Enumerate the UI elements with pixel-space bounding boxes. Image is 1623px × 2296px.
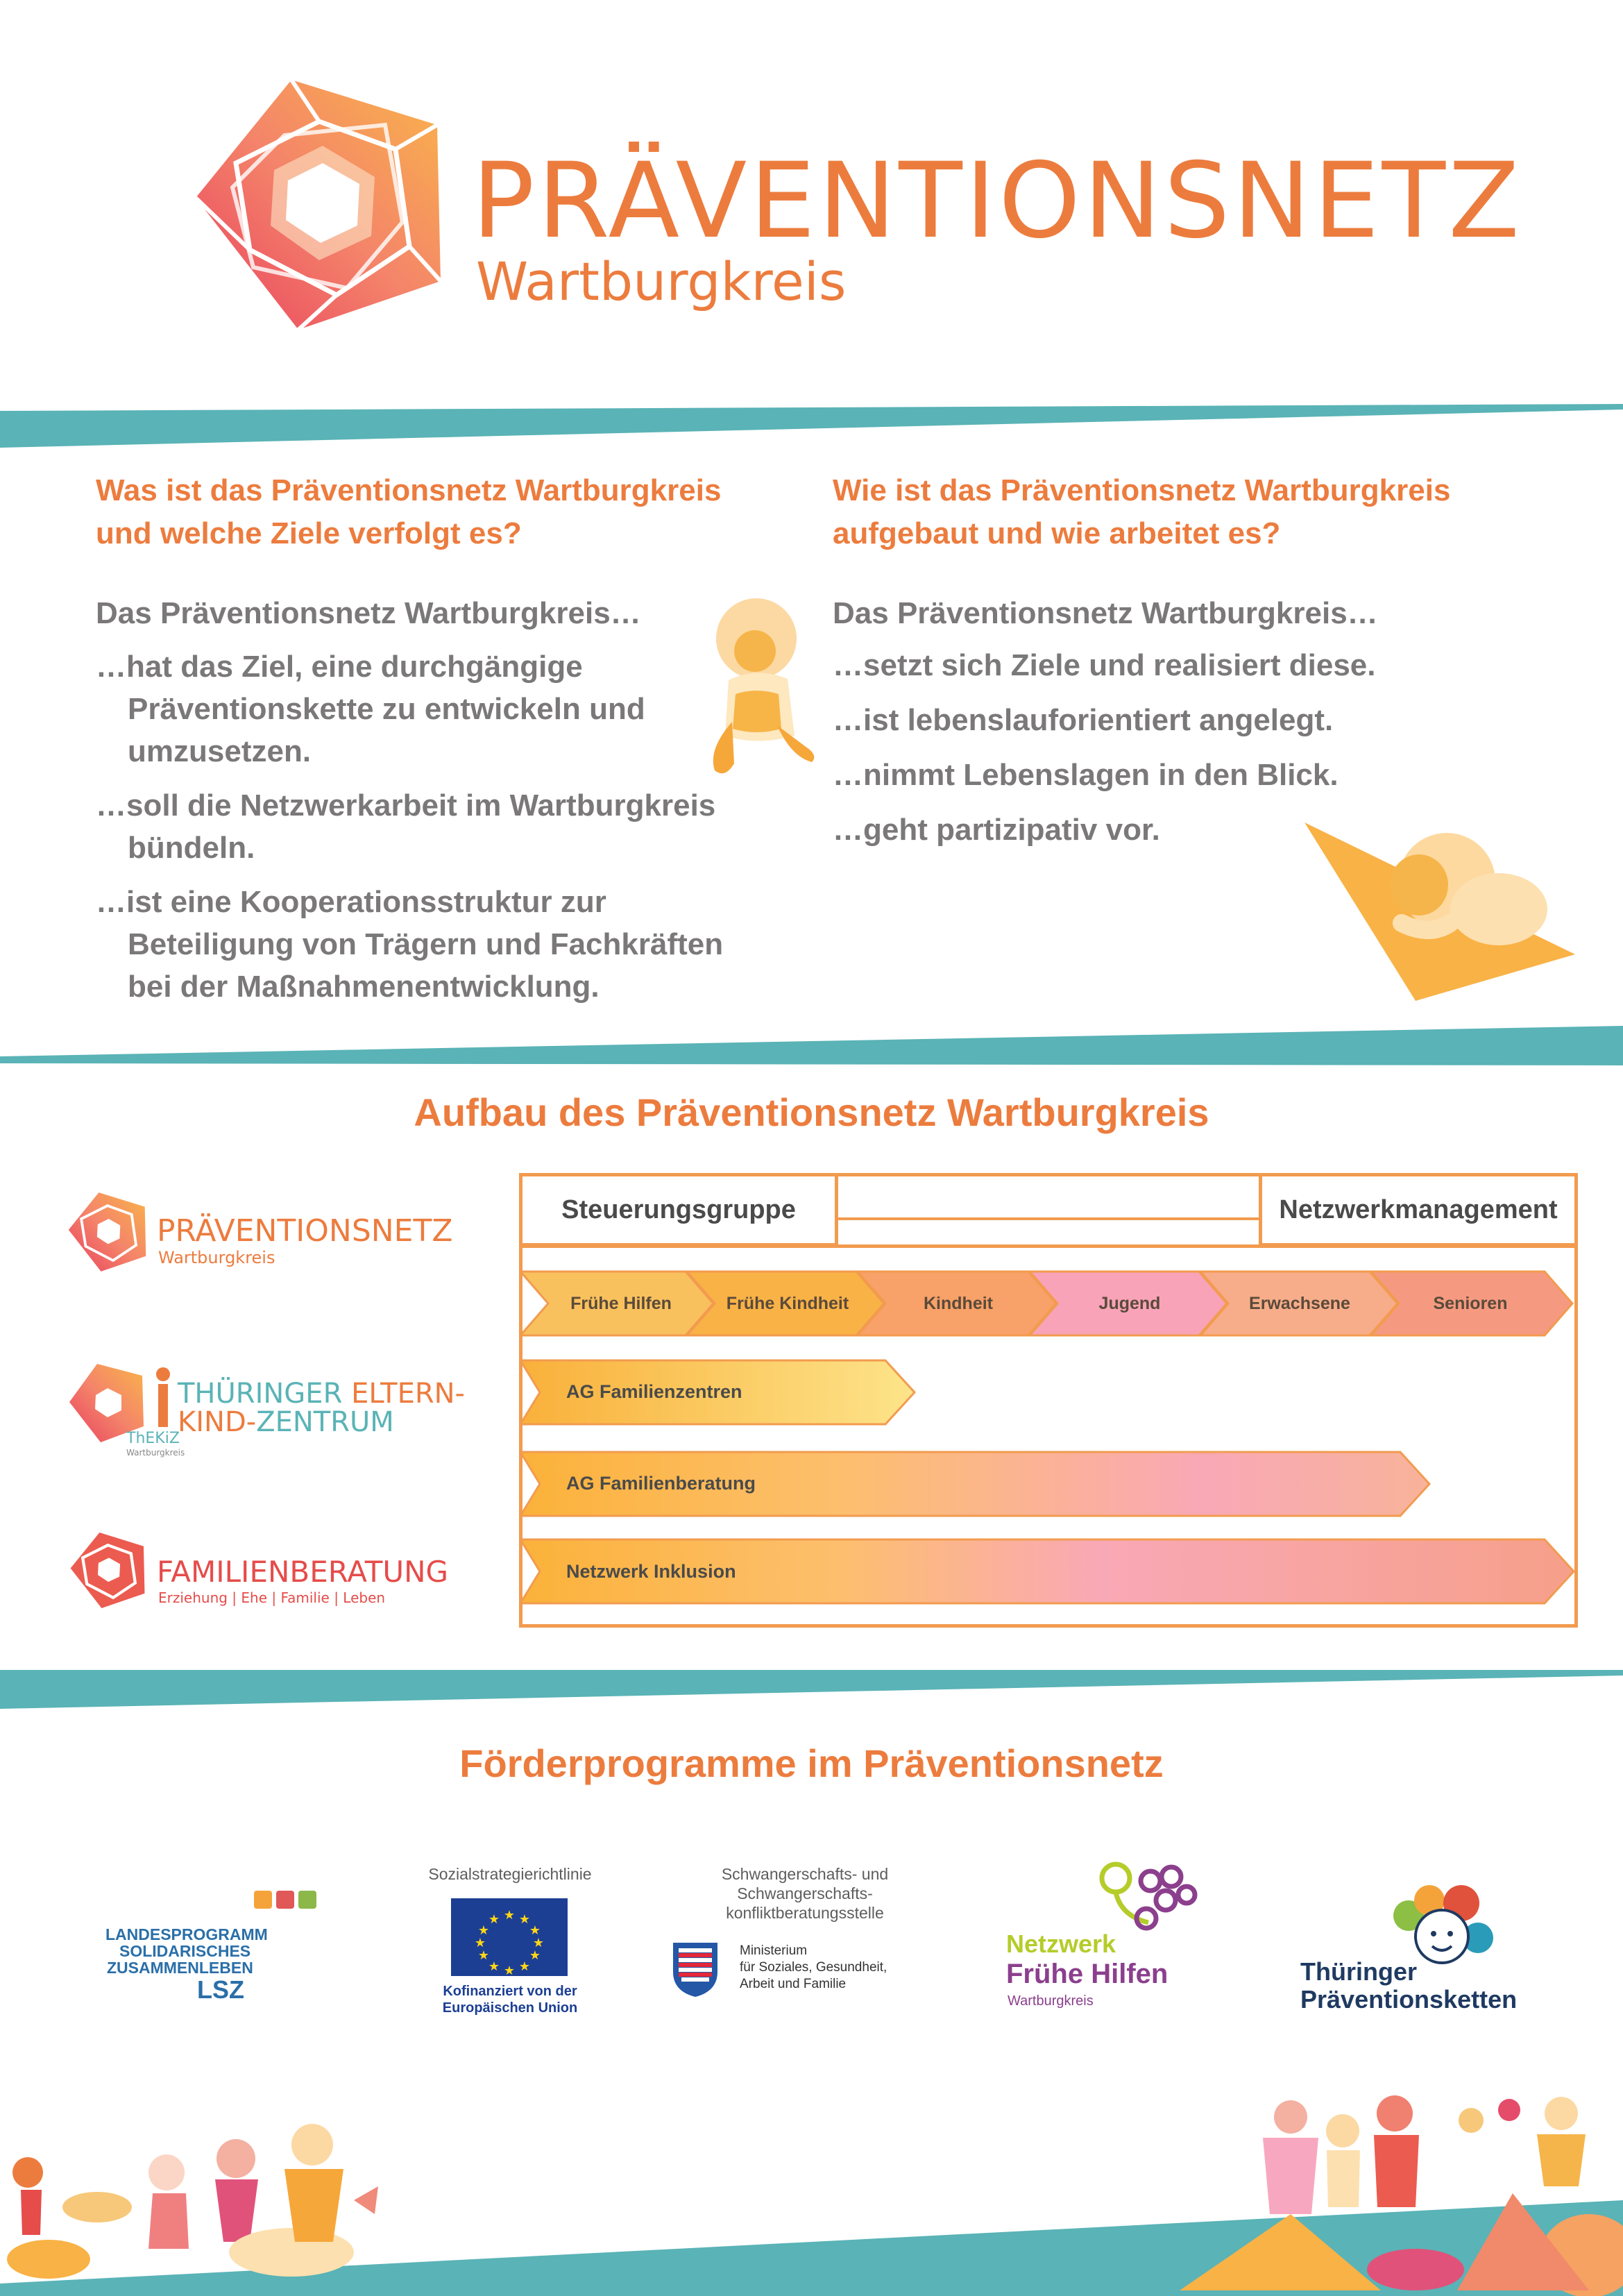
right-item: …nimmt Lebenslagen in den Blick. [833, 758, 1339, 792]
tpk-line: Thüringer [1300, 1957, 1417, 1986]
svg-text:★: ★ [503, 1964, 516, 1976]
right-item: …geht partizipativ vor. [833, 813, 1160, 847]
eu-line: Kofinanziert von der [443, 1984, 577, 1999]
thuringia-coat-of-arms-icon [672, 1941, 719, 1998]
tekiz-sub: Wartburgkreis [126, 1448, 185, 1458]
svg-text:★: ★ [529, 1923, 541, 1937]
lsz-square-icon [298, 1891, 316, 1909]
praeventionsnetz-small-sub: Wartburgkreis [158, 1248, 275, 1267]
praeventionsnetz-logo-icon [187, 73, 451, 337]
stage-label: Jugend [1098, 1294, 1161, 1313]
svg-text:★: ★ [518, 1959, 531, 1973]
child-illustration-icon [701, 597, 826, 784]
ministry-line: für Soziales, Gesundheit, [740, 1960, 887, 1975]
brand-title: PRÄVENTIONSNETZ [472, 141, 1522, 262]
baby-illustration-icon [1298, 819, 1582, 1006]
left-heading-line2: und welche Ziele verfolgt es? [96, 516, 522, 550]
svg-text:★: ★ [503, 1908, 516, 1922]
right-heading-line2: aufgebaut und wie arbeitet es? [833, 516, 1281, 550]
lsz-line: SOLIDARISCHES [119, 1942, 251, 1960]
ag-label: AG Familienberatung [566, 1473, 756, 1494]
footer-people-illustration-icon [0, 2082, 1623, 2296]
tekiz-title-part: THÜRINGER [178, 1378, 352, 1410]
left-item: …ist eine Kooperationsstruktur zur Beteiligung von Trägern und Fachkräften bei der Maßnahmenentwicklung. [96, 885, 724, 1004]
ministry-line: Ministerium [740, 1943, 808, 1958]
stage-label: Frühe Kindheit [726, 1294, 849, 1313]
right-item: …setzt sich Ziele und realisiert diese. [833, 648, 1376, 682]
tekiz-title [178, 1378, 465, 1410]
tekiz-abbr: ThEKiZ [126, 1430, 180, 1447]
right-lead: Das Präventionsnetz Wartburgkreis… [833, 596, 1378, 630]
svg-text:★: ★ [488, 1959, 500, 1973]
familienberatung-sub: Erziehung | Ehe | Familie | Leben [158, 1589, 386, 1606]
svg-text:★: ★ [474, 1936, 486, 1950]
svg-text:★: ★ [488, 1912, 500, 1926]
tekiz-title-part: ELTERN- [351, 1378, 465, 1410]
left-heading-line1: Was ist das Präventionsnetz Wartburgkreis [96, 473, 722, 507]
steering-connector [836, 1217, 1261, 1220]
stage-label: Senioren [1433, 1294, 1508, 1313]
ministry-caption: Schwangerschafts- und [721, 1865, 889, 1883]
teal-band-top [0, 403, 1623, 451]
stage-label: Frühe Hilfen [570, 1294, 672, 1313]
steering-group-box: Steuerungsgruppe [519, 1173, 838, 1247]
nfh-line: Frühe Hilfen [1006, 1959, 1169, 1989]
svg-text:★: ★ [477, 1923, 490, 1937]
ag-label: AG Familienzentren [566, 1381, 742, 1402]
structure-heading: Aufbau des Präventionsnetz Wartburgkreis [414, 1090, 1209, 1134]
stage-label: Erwachsene [1249, 1294, 1350, 1313]
lsz-line: ZUSAMMENLEBEN [107, 1959, 253, 1977]
eu-line: Europäischen Union [442, 2000, 578, 2016]
stage-label: Kindheit [924, 1294, 993, 1313]
teal-band-bottom [0, 1664, 1623, 1713]
left-item: …hat das Ziel, eine durchgängige Präventionskette zu entwickeln und umzusetzen. [96, 650, 645, 768]
ministry-line: Arbeit und Familie [740, 1977, 847, 1991]
left-column [96, 469, 741, 1008]
funding-heading: Förderprogramme im Präventionsnetz [459, 1741, 1164, 1785]
teal-band-middle [0, 1020, 1623, 1069]
familienberatung-title: FAMILIENBERATUNG [157, 1555, 449, 1589]
right-column [833, 469, 1582, 851]
svg-text:★: ★ [477, 1948, 490, 1962]
lsz-line: LANDESPROGRAMM [105, 1925, 268, 1943]
netzwerk-fruehe-hilfen-icon [1089, 1860, 1207, 1936]
lsz-logo [89, 1867, 332, 2006]
svg-text:★: ★ [529, 1948, 541, 1962]
familienberatung-logo-icon [68, 1530, 148, 1610]
svg-text:★: ★ [532, 1936, 545, 1950]
tekiz-title-part: ZENTRUM [256, 1406, 394, 1438]
eu-flag-icon [451, 1898, 568, 1976]
lsz-abbr: LSZ [197, 1975, 244, 2004]
praeventionsnetz-small-title: PRÄVENTIONSNETZ [157, 1213, 453, 1249]
nfh-line: Wartburgkreis [1008, 1993, 1094, 2009]
right-item: …ist lebenslauforientiert angelegt. [833, 703, 1334, 737]
lsz-square-icon [254, 1891, 272, 1909]
tekiz-title-2 [178, 1406, 394, 1438]
svg-text:★: ★ [518, 1912, 531, 1926]
tekiz-title-part: KIND- [178, 1406, 257, 1438]
left-lead: Das Präventionsnetz Wartburgkreis… [96, 596, 641, 630]
tpk-line: Präventionsketten [1300, 1985, 1518, 2014]
nfh-line: Netzwerk [1006, 1930, 1116, 1958]
ag-label: Netzwerk Inklusion [566, 1561, 736, 1582]
brand-subtitle: Wartburgkreis [476, 251, 847, 312]
network-management-box: Netzwerkmanagement [1259, 1173, 1578, 1247]
right-heading-line1: Wie ist das Präventionsnetz Wartburgkreis [833, 473, 1451, 507]
left-item: …soll die Netzwerkarbeit im Wartburgkreis bündeln. [96, 788, 716, 865]
ministry-caption: konfliktberatungsstelle [726, 1904, 884, 1922]
eu-caption: Sozialstrategierichtlinie [428, 1865, 592, 1883]
ministry-caption: Schwangerschafts- [737, 1884, 873, 1902]
lsz-square-icon [276, 1891, 294, 1909]
praeventionsnetz-small-logo-icon [66, 1190, 149, 1274]
